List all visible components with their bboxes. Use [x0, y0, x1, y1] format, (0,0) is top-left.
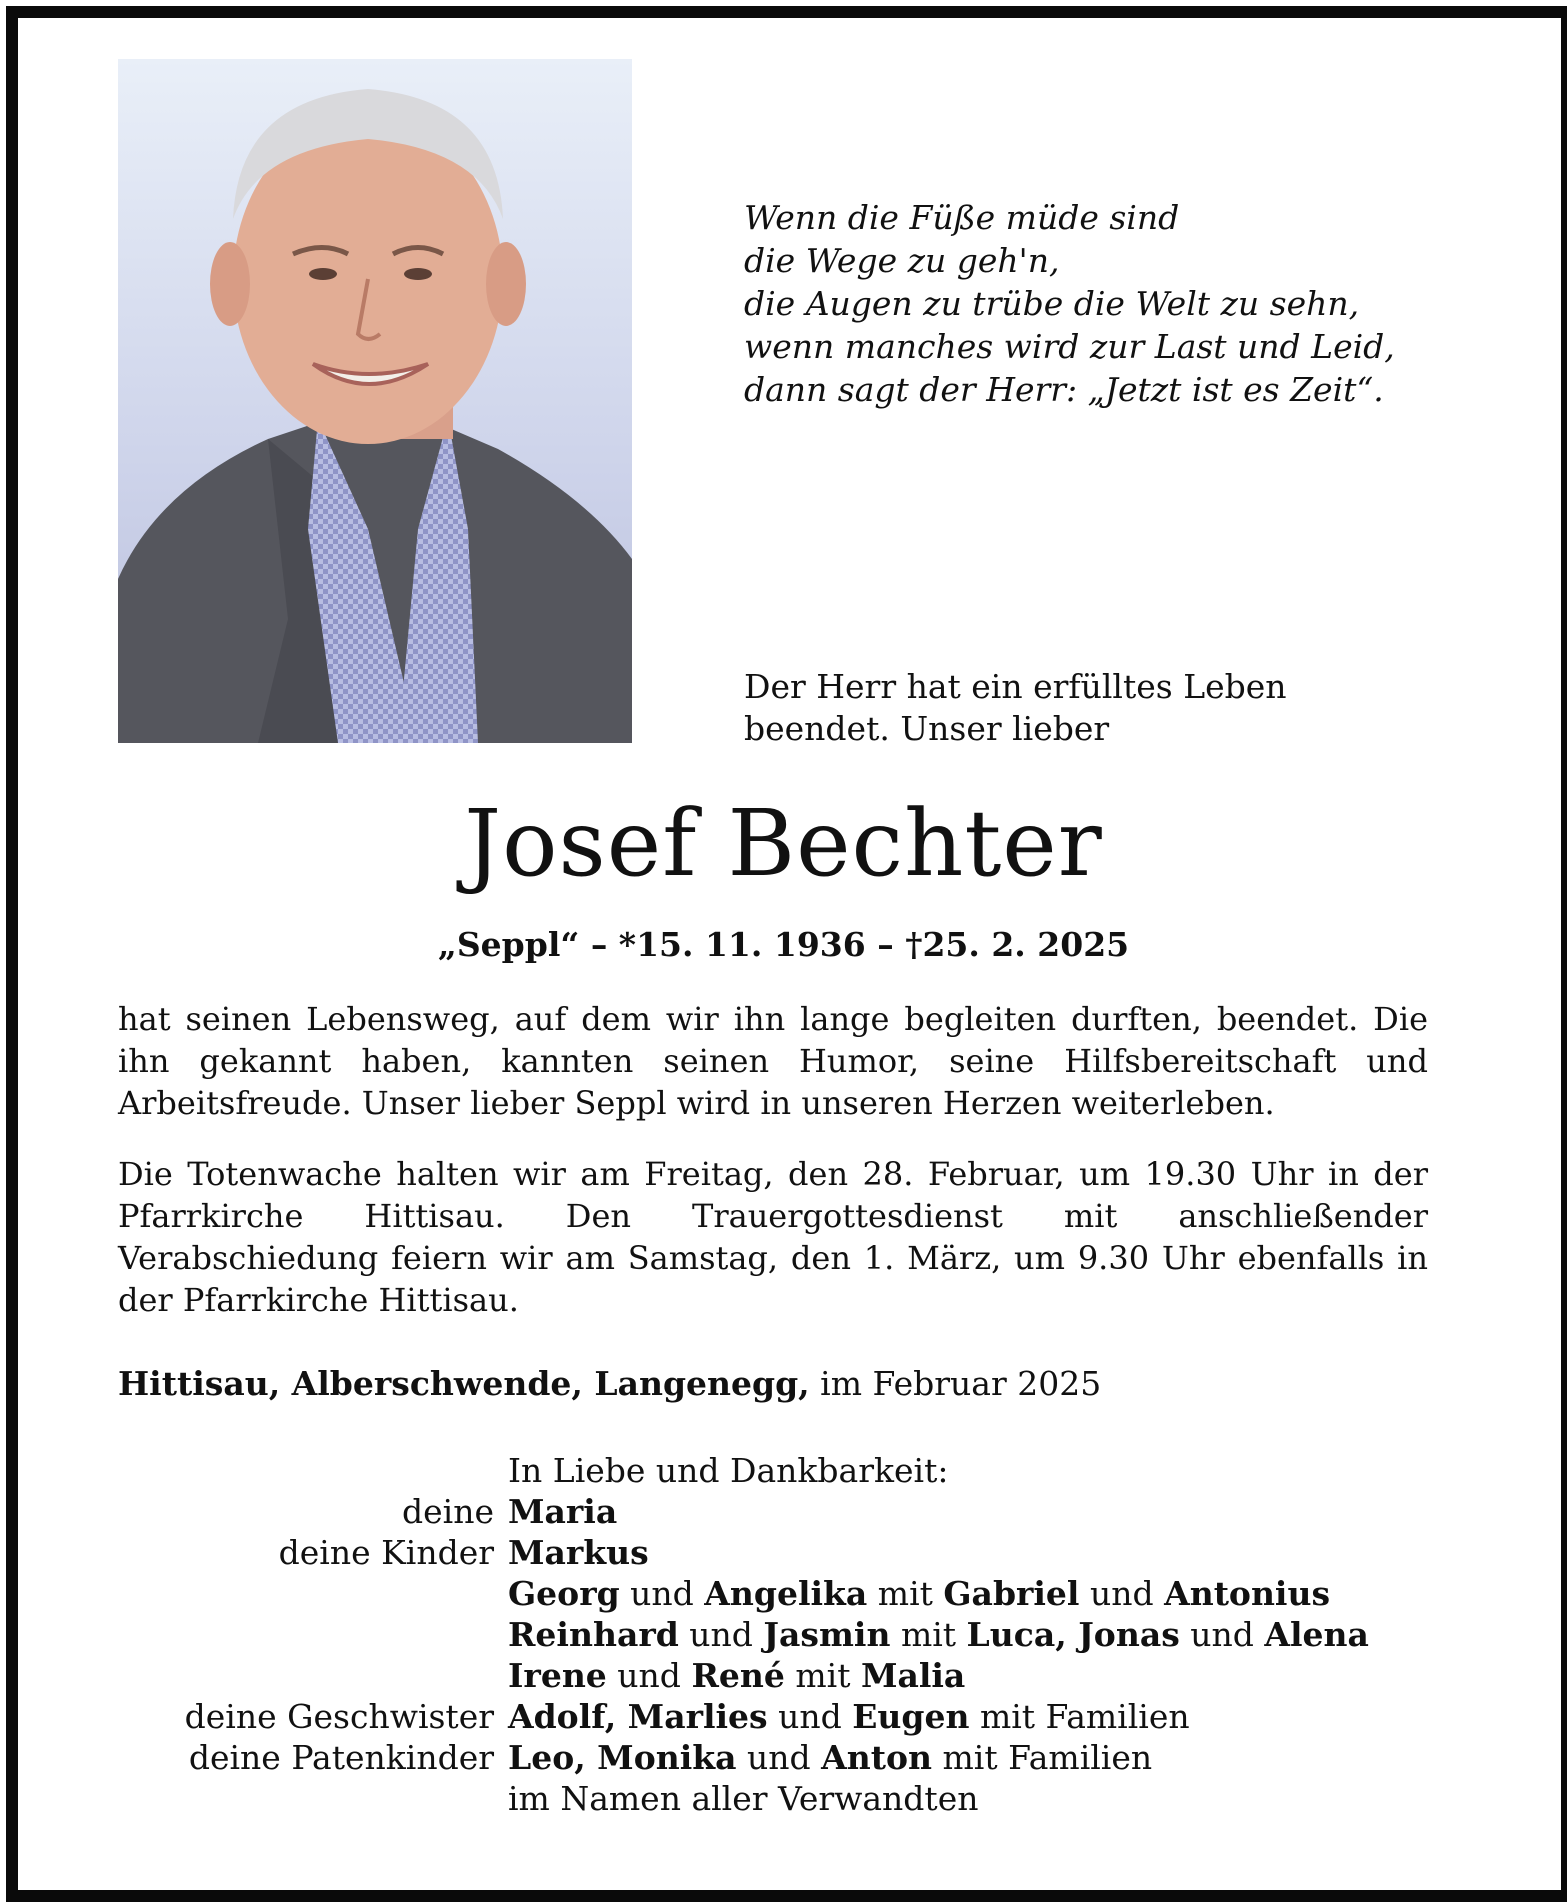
family-members — [508, 1491, 1438, 1532]
family-connector: und — [678, 1615, 764, 1654]
family-connector: und — [736, 1738, 822, 1777]
family-row — [118, 1737, 1438, 1778]
family-member-name: Angelika — [704, 1574, 868, 1613]
family-member-name: Maria — [508, 1492, 618, 1531]
family-connector: und — [606, 1656, 692, 1695]
family-relation-label — [118, 1573, 508, 1614]
family-connector: mit — [784, 1656, 861, 1695]
family-list — [118, 1450, 1438, 1819]
family-heading: In Liebe und Dankbarkeit: — [508, 1451, 949, 1490]
family-members — [508, 1737, 1438, 1778]
family-relation-label: deine Geschwister — [184, 1697, 494, 1736]
paragraph-life: hat seinen Lebensweg, auf dem wir ihn lange begleiten durften, beendet. Die ihn gekannt haben, kannten seinen Humor, seine Hilfsbereitschaft und Arbeitsfreude. Unser lieber Seppl wird in unseren Herzen weiterleben. — [118, 1000, 1428, 1122]
family-members — [508, 1655, 1438, 1696]
family-relation-label — [118, 1614, 508, 1655]
family-connector: im Namen aller Verwandten — [508, 1779, 979, 1818]
family-members — [508, 1532, 1438, 1573]
family-member-name: Alena — [1264, 1615, 1369, 1654]
intro-line: beendet. Unser lieber — [744, 709, 1110, 748]
poem-line: die Wege zu geh'n, — [744, 241, 1060, 280]
family-member-name: Antonius — [1164, 1574, 1331, 1613]
paragraph-funeral: Die Totenwache halten wir am Freitag, den 28. Februar, um 19.30 Uhr in der Pfarrkirche Hittisau. Den Trauergottesdienst mit anschließender Verabschiedung feiern wir am Samstag, den 1. März, um 9.30 Uhr ebenfalls in der Pfarrkirche Hittisau. — [118, 1155, 1428, 1319]
intro-line: Der Herr hat ein erfülltes Leben — [744, 667, 1287, 706]
family-row — [118, 1491, 1438, 1532]
place-date: im Februar 2025 — [820, 1364, 1102, 1403]
poem — [744, 196, 1395, 411]
family-member-name: Anton — [821, 1738, 932, 1777]
family-member-name: Malia — [860, 1656, 966, 1695]
family-relation-label: deine — [402, 1492, 494, 1531]
family-relation-label — [118, 1778, 508, 1819]
poem-line: Wenn die Füße müde sind — [744, 198, 1180, 237]
family-connector: und — [619, 1574, 705, 1613]
family-row — [118, 1573, 1438, 1614]
poem-line: die Augen zu trübe die Welt zu sehn, — [744, 284, 1360, 323]
family-connector: mit Familien — [969, 1697, 1190, 1736]
life-dates: „Seppl“ – *15. 11. 1936 – †25. 2. 2025 — [437, 925, 1130, 964]
family-connector: mit Familien — [931, 1738, 1153, 1777]
family-member-name: Adolf, Marlies — [508, 1697, 768, 1736]
family-connector: und — [1179, 1615, 1265, 1654]
family-members — [508, 1696, 1438, 1737]
family-row — [118, 1655, 1438, 1696]
family-member-name: Eugen — [852, 1697, 970, 1736]
place-and-date — [118, 1364, 1101, 1403]
poem-line: wenn manches wird zur Last und Leid, — [744, 327, 1395, 366]
family-relation-label — [118, 1655, 508, 1696]
family-member-name: Georg — [508, 1574, 620, 1613]
family-row — [118, 1778, 1438, 1819]
family-relation-label: deine Patenkinder — [188, 1738, 494, 1777]
family-member-name: Irene — [508, 1656, 607, 1695]
portrait-photo — [118, 59, 632, 743]
family-members — [508, 1778, 1438, 1819]
family-connector: mit — [867, 1574, 944, 1613]
family-connector: mit — [890, 1615, 967, 1654]
family-connector: und — [1079, 1574, 1165, 1613]
family-row — [118, 1532, 1438, 1573]
family-member-name: Markus — [508, 1533, 649, 1572]
deceased-name: Josef Bechter — [464, 790, 1103, 897]
family-members — [508, 1614, 1438, 1655]
family-member-name: Reinhard — [508, 1615, 679, 1654]
family-member-name: René — [691, 1656, 785, 1695]
family-row — [118, 1614, 1438, 1655]
family-member-name: Jasmin — [763, 1615, 891, 1654]
family-member-name: Leo, Monika — [508, 1738, 737, 1777]
poem-line: dann sagt der Herr: „Jetzt ist es Zeit“. — [744, 370, 1384, 409]
family-members — [508, 1573, 1438, 1614]
place-towns: Hittisau, Alberschwende, Langenegg, — [118, 1364, 810, 1403]
family-member-name: Gabriel — [943, 1574, 1080, 1613]
family-member-name: Luca, Jonas — [966, 1615, 1180, 1654]
family-relation-label: deine Kinder — [278, 1533, 494, 1572]
family-row — [118, 1696, 1438, 1737]
intro-text — [744, 666, 1287, 750]
family-connector: und — [767, 1697, 853, 1736]
